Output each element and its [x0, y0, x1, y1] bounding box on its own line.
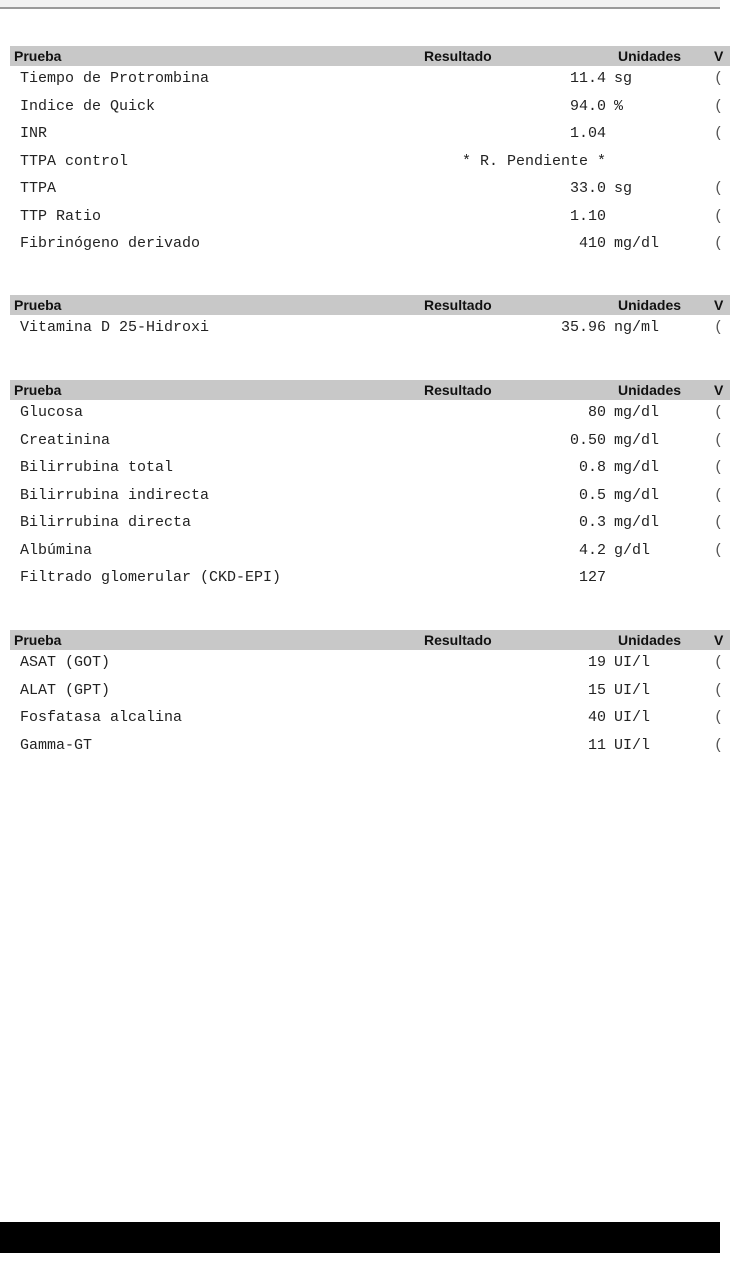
test-result: 1.04 [569, 125, 606, 142]
test-result: 40 [587, 709, 606, 726]
test-name: Tiempo de Protrombina [20, 70, 210, 87]
table-row [10, 121, 730, 149]
test-result: 80 [587, 404, 606, 421]
test-name: TTPA control [20, 152, 129, 170]
test-reference: ( [714, 709, 724, 726]
results-table-coagulation [10, 46, 730, 259]
header-valores: V [714, 48, 724, 64]
test-unit: UI/l [614, 709, 651, 726]
table-row [10, 94, 730, 122]
test-reference: ( [714, 654, 724, 671]
test-result: 94.0 [569, 97, 606, 115]
test-reference: ( [714, 404, 724, 421]
table-row [10, 650, 730, 678]
test-result: 127 [578, 569, 606, 586]
test-reference: ( [714, 681, 724, 699]
test-reference: ( [714, 180, 724, 197]
test-result: 35.96 [560, 319, 606, 336]
test-reference: ( [714, 125, 724, 142]
header-valores: V [714, 297, 724, 313]
test-result: 0.8 [578, 459, 606, 476]
test-result: 0.5 [578, 486, 606, 504]
table-row [10, 565, 730, 593]
test-reference: ( [714, 235, 724, 252]
test-name: Albúmina [20, 541, 93, 559]
header-resultado: Resultado [424, 297, 492, 313]
test-reference: ( [714, 207, 724, 225]
test-result: 33.0 [569, 180, 606, 197]
test-name: TTP Ratio [20, 207, 102, 225]
test-name: Gamma-GT [20, 736, 93, 754]
table-row [10, 176, 730, 204]
test-name: ASAT (GOT) [20, 654, 111, 671]
table-header [10, 46, 730, 66]
table-header [10, 380, 730, 400]
table-row [10, 204, 730, 232]
header-valores: V [714, 382, 724, 398]
test-name: Creatinina [20, 431, 111, 449]
test-reference: ( [714, 459, 724, 476]
header-prueba: Prueba [14, 297, 62, 313]
header-prueba: Prueba [14, 632, 62, 648]
test-reference: ( [714, 514, 724, 531]
navigation-bar [0, 1222, 720, 1253]
table-header [10, 295, 730, 315]
test-unit: mg/dl [614, 235, 660, 252]
table-row [10, 705, 730, 733]
test-result: 4.2 [578, 541, 606, 559]
test-unit: mg/dl [614, 459, 660, 476]
test-reference: ( [714, 736, 724, 754]
test-unit: ng/ml [614, 319, 660, 336]
test-unit: UI/l [614, 654, 651, 671]
results-table-biochemistry [10, 380, 730, 593]
test-unit: UI/l [614, 681, 651, 699]
results-table-liver-enzymes [10, 630, 730, 760]
table-row [10, 733, 730, 761]
test-name: Fibrinógeno derivado [20, 235, 201, 252]
test-reference: ( [714, 70, 724, 87]
header-valores: V [714, 632, 724, 648]
test-reference: ( [714, 431, 724, 449]
test-unit: sg [614, 70, 633, 87]
header-unidades: Unidades [618, 297, 682, 313]
test-reference: ( [714, 319, 724, 336]
table-row [10, 315, 730, 343]
test-result: 1.10 [569, 207, 606, 225]
document-top-edge [0, 0, 720, 9]
test-name: INR [20, 125, 48, 142]
test-unit: g/dl [614, 541, 651, 559]
table-row [10, 66, 730, 94]
test-unit: % [614, 97, 624, 115]
table-header [10, 630, 730, 650]
test-unit: mg/dl [614, 514, 660, 531]
table-row [10, 428, 730, 456]
header-resultado: Resultado [424, 632, 492, 648]
test-result: 11.4 [569, 70, 606, 87]
header-resultado: Resultado [424, 382, 492, 398]
test-name: ALAT (GPT) [20, 681, 111, 699]
test-result: * R. Pendiente * [461, 152, 606, 170]
header-resultado: Resultado [424, 48, 492, 64]
test-name: Glucosa [20, 404, 84, 421]
table-row [10, 678, 730, 706]
test-result: 0.50 [569, 431, 606, 449]
test-name: Bilirrubina indirecta [20, 486, 210, 504]
test-result: 0.3 [578, 514, 606, 531]
test-reference: ( [714, 97, 724, 115]
table-row [10, 231, 730, 259]
test-unit: mg/dl [614, 431, 660, 449]
test-result: 11 [587, 736, 606, 754]
header-unidades: Unidades [618, 632, 682, 648]
test-unit: sg [614, 180, 633, 197]
header-prueba: Prueba [14, 382, 62, 398]
test-result: 410 [578, 235, 606, 252]
results-table-vitamin [10, 295, 730, 343]
test-name: Fosfatasa alcalina [20, 709, 183, 726]
test-name: Vitamina D 25-Hidroxi [20, 319, 210, 336]
test-name: Bilirrubina directa [20, 514, 192, 531]
test-reference: ( [714, 486, 724, 504]
table-row [10, 483, 730, 511]
test-reference: ( [714, 541, 724, 559]
test-unit: UI/l [614, 736, 651, 754]
header-unidades: Unidades [618, 48, 682, 64]
test-unit: mg/dl [614, 486, 660, 504]
test-unit: mg/dl [614, 404, 660, 421]
table-row [10, 455, 730, 483]
table-row [10, 400, 730, 428]
test-name: Indice de Quick [20, 97, 156, 115]
table-row [10, 538, 730, 566]
table-row [10, 510, 730, 538]
header-unidades: Unidades [618, 382, 682, 398]
test-result: 19 [587, 654, 606, 671]
test-name: TTPA [20, 180, 57, 197]
test-name: Bilirrubina total [20, 459, 174, 476]
table-row [10, 149, 730, 177]
test-result: 15 [587, 681, 606, 699]
test-name: Filtrado glomerular (CKD-EPI) [20, 569, 282, 586]
header-prueba: Prueba [14, 48, 62, 64]
